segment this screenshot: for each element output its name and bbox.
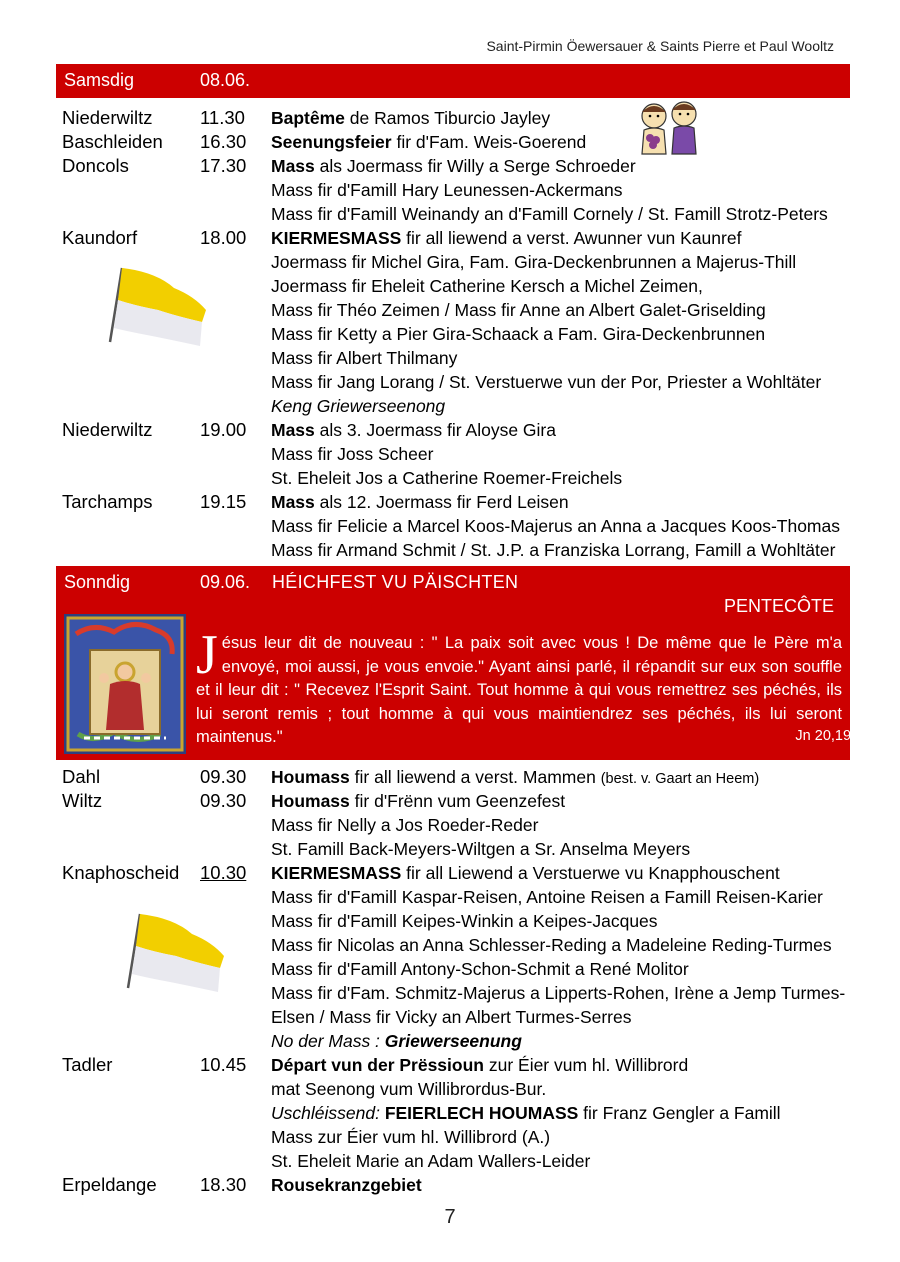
- mass-description: [271, 765, 759, 791]
- intention-text: Mass zur Éier vum hl. Willibrord (A.): [271, 1127, 551, 1147]
- place-name: Wiltz: [62, 790, 103, 811]
- schedule-row: [56, 538, 850, 562]
- service-type: Mass: [271, 492, 315, 512]
- mass-description: [271, 226, 741, 250]
- intention-text: fir d'Frënn vum Geenzefest: [349, 791, 566, 811]
- schedule-row: [56, 1005, 850, 1029]
- intention-text: Elsen / Mass fir Vicky an Albert Turmes-Serres: [271, 1007, 632, 1027]
- feast-subtitle: PENTECÔTE: [723, 596, 834, 616]
- intention-text: fir d'Fam. Weis-Goerend: [391, 132, 587, 152]
- intention-text: Mass fir d'Famill Hary Leunessen-Ackermans: [271, 180, 623, 200]
- schedule-row: [56, 442, 850, 466]
- mass-description: [271, 957, 689, 981]
- schedule-row: [56, 514, 850, 538]
- mass-description: [271, 1101, 781, 1125]
- mass-description: [271, 442, 433, 466]
- schedule-row: [56, 1101, 850, 1125]
- mass-description: [271, 1029, 522, 1053]
- service-type: Seenungsfeier: [271, 132, 392, 152]
- intention-text: St. Eheleit Jos a Catherine Roemer-Freichels: [271, 468, 623, 488]
- mass-description: [271, 466, 622, 490]
- mass-description: [271, 1077, 546, 1101]
- schedule-row: [56, 178, 850, 202]
- mass-time: 18.30: [200, 1174, 247, 1195]
- place-name: Knaphoscheid: [62, 862, 180, 883]
- mass-description: [271, 885, 823, 909]
- saturday-date: 08.06.: [200, 70, 251, 90]
- mass-description: [271, 130, 586, 154]
- mass-time: 10.30: [200, 862, 247, 883]
- quote-dropcap: J: [196, 624, 218, 686]
- mass-time: 11.30: [200, 107, 245, 128]
- mass-description: [271, 1053, 688, 1077]
- intention-text: fir all Liewend a Verstuerwe vu Knapphouschent: [401, 863, 780, 883]
- schedule-row: [56, 226, 850, 250]
- intention-text: Mass fir d'Famill Kaspar-Reisen, Antoine Reisen a Famill Reisen-Karier: [271, 887, 823, 907]
- sunday-day: Sonndig: [64, 572, 131, 592]
- place-name: Baschleiden: [62, 131, 163, 152]
- mass-description: [271, 418, 556, 442]
- intention-text: Mass fir Nicolas an Anna Schlesser-Reding a Madeleine Reding-Turmes: [271, 935, 832, 955]
- place-name: Tarchamps: [62, 491, 153, 512]
- quote-reference: Jn 20,19-23: [795, 728, 872, 744]
- schedule-row: [56, 1173, 850, 1197]
- mass-time: 09.30: [200, 790, 247, 811]
- service-type: Mass: [271, 420, 315, 440]
- note-emphasis: Griewerseenung: [384, 1031, 522, 1051]
- schedule-row: [56, 466, 850, 490]
- place-name: Tadler: [62, 1054, 113, 1075]
- schedule-row: [56, 202, 850, 226]
- donor-note: (best. v. Gaart an Heem): [600, 771, 760, 787]
- service-type: Rousekranzgebiet: [271, 1175, 422, 1195]
- note-label: No der Mass :: [271, 1031, 385, 1051]
- intention-text: fir all liewend a verst. Awunner vun Kaunref: [401, 228, 742, 248]
- intention-text: Mass fir d'Famill Weinandy an d'Famill Cornely / St. Famill Strotz-Peters: [271, 204, 828, 224]
- mass-description: [271, 514, 840, 538]
- sunday-date: 09.06.: [200, 572, 251, 592]
- service-type: KIERMESMASS: [271, 863, 402, 883]
- intention-text: zur Éier vum hl. Willibrord: [483, 1055, 689, 1075]
- mass-time: 09.30: [200, 766, 247, 787]
- intention-text: Joermass fir Eheleit Catherine Kersch a Michel Zeimen,: [271, 276, 703, 296]
- note-label: Uschléissend:: [271, 1103, 385, 1123]
- place-name: Niederwiltz: [62, 107, 153, 128]
- page-header: Saint-Pirmin Öewersauer & Saints Pierre et Paul Wooltz: [486, 38, 834, 54]
- illuminated-initial-image: [64, 614, 186, 754]
- mass-time: 19.15: [200, 491, 247, 512]
- schedule-row: [56, 837, 850, 861]
- service-type: KIERMESMASS: [271, 228, 402, 248]
- schedule-row: [56, 346, 850, 370]
- mass-description: [271, 154, 636, 178]
- service-type: Baptême: [271, 108, 345, 128]
- service-type: Mass: [271, 156, 315, 176]
- intention-text: Mass fir d'Famill Antony-Schon-Schmit a René Molitor: [271, 959, 689, 979]
- mass-description: [271, 909, 658, 933]
- schedule-row: [56, 1125, 850, 1149]
- mass-description: [271, 106, 550, 130]
- schedule-row: [56, 1029, 850, 1053]
- mass-description: [271, 250, 796, 274]
- place-name: Doncols: [62, 155, 129, 176]
- schedule-row: [56, 370, 850, 394]
- intention-text: fir Franz Gengler a Famill: [578, 1103, 781, 1123]
- schedule-row: [56, 490, 850, 514]
- schedule-row: [56, 418, 850, 442]
- intention-text: Mass fir Albert Thilmany: [271, 348, 458, 368]
- intention-text: Mass fir Théo Zeimen / Mass fir Anne an Albert Galet-Griselding: [271, 300, 766, 320]
- schedule-row: [56, 1053, 850, 1077]
- intention-text: Mass fir d'Fam. Schmitz-Majerus a Lipperts-Rohen, Irène a Jemp Turmes-: [271, 983, 846, 1003]
- mass-description: [271, 490, 569, 514]
- place-name: Erpeldange: [62, 1174, 157, 1195]
- page-number: 7: [444, 1206, 456, 1228]
- intention-text: als 12. Joermass fir Ferd Leisen: [314, 492, 569, 512]
- quote-text: ésus leur dit de nouveau : " La paix soit avec vous ! De même que le Père m'a envoyé, moi aussi, je vous envoie." Ayant ainsi parlé, il répandit sur eux son souffle et il leur dit : " Recevez l'Esprit Saint. Tout homme à qui vous remettrez ses péchés, ils lui seront remis ; tout homme à qui vous maintiendrez ses péchés, ils lui seront maintenus.": [196, 634, 842, 746]
- intention-text: St. Eheleit Marie an Adam Wallers-Leider: [271, 1151, 591, 1171]
- intention-text: de Ramos Tiburcio Jayley: [344, 108, 551, 128]
- mass-description: [271, 202, 828, 226]
- intention-text: Joermass fir Michel Gira, Fam. Gira-Deckenbrunnen a Majerus-Thill: [271, 252, 797, 272]
- schedule-row: [56, 106, 850, 130]
- mass-description: [271, 1149, 590, 1173]
- mass-description: [271, 322, 765, 346]
- mass-time: 18.00: [200, 227, 247, 248]
- mass-description: [271, 861, 780, 885]
- service-type: Houmass: [271, 767, 350, 787]
- mass-description: [271, 1005, 632, 1029]
- schedule-row: [56, 885, 850, 909]
- intention-text: mat Seenong vum Willibrordus-Bur.: [271, 1079, 547, 1099]
- intention-text: Mass fir Felicie a Marcel Koos-Majerus an Anna a Jacques Koos-Thomas: [271, 516, 840, 536]
- mass-time: 16.30: [200, 131, 247, 152]
- mass-description: [271, 1173, 422, 1197]
- mass-description: [271, 789, 565, 813]
- gospel-quote: [196, 624, 842, 750]
- schedule-row: [56, 1149, 850, 1173]
- note-label: Keng Griewerseenong: [271, 396, 446, 416]
- papal-flag-icon: [106, 262, 210, 348]
- intention-text: Mass fir Ketty a Pier Gira-Schaack a Fam. Gira-Deckenbrunnen: [271, 324, 766, 344]
- schedule-row: [56, 154, 850, 178]
- mass-description: [271, 538, 835, 562]
- place-name: Kaundorf: [62, 227, 138, 248]
- service-type: FEIERLECH HOUMASS: [384, 1103, 579, 1123]
- intention-text: Mass fir d'Famill Keipes-Winkin a Keipes-Jacques: [271, 911, 658, 931]
- schedule-row: [56, 765, 850, 789]
- saturday-day: Samsdig: [64, 70, 135, 90]
- saturday-band: [56, 64, 850, 98]
- intention-text: Mass fir Jang Lorang / St. Verstuerwe vun der Por, Priester a Wohltäter: [271, 372, 822, 392]
- service-type: Houmass: [271, 791, 350, 811]
- schedule-row: [56, 394, 850, 418]
- intention-text: St. Famill Back-Meyers-Wiltgen a Sr. Anselma Meyers: [271, 839, 691, 859]
- mass-description: [271, 837, 690, 861]
- intention-text: als 3. Joermass fir Aloyse Gira: [314, 420, 556, 440]
- mass-description: [271, 298, 766, 322]
- mass-description: [271, 933, 832, 957]
- feast-title: HÉICHFEST VU PÄISCHTEN: [272, 572, 519, 592]
- mass-time: 17.30: [200, 155, 247, 176]
- mass-description: [271, 981, 845, 1005]
- schedule-row: [56, 813, 850, 837]
- schedule-row: [56, 1077, 850, 1101]
- mass-description: [271, 394, 445, 418]
- papal-flag-icon: [124, 908, 228, 994]
- mass-description: [271, 346, 457, 370]
- mass-description: [271, 813, 538, 837]
- schedule-row: [56, 789, 850, 813]
- intention-text: Mass fir Nelly a Jos Roeder-Reder: [271, 815, 539, 835]
- mass-description: [271, 178, 623, 202]
- mass-time: 19.00: [200, 419, 247, 440]
- place-name: Dahl: [62, 766, 101, 787]
- service-type: Départ vun der Prëssioun: [271, 1055, 484, 1075]
- place-name: Niederwiltz: [62, 419, 153, 440]
- intention-text: Mass fir Armand Schmit / St. J.P. a Franziska Lorrang, Famill a Wohltäter: [271, 540, 836, 560]
- mass-description: [271, 274, 703, 298]
- mass-description: [271, 370, 821, 394]
- mass-description: [271, 1125, 550, 1149]
- schedule-row: [56, 130, 850, 154]
- intention-text: fir all liewend a verst. Mammen: [349, 767, 601, 787]
- mass-time: 10.45: [200, 1054, 247, 1075]
- schedule-row: [56, 861, 850, 885]
- intention-text: als Joermass fir Willy a Serge Schroeder: [314, 156, 636, 176]
- children-illustration-icon: [634, 100, 704, 156]
- intention-text: Mass fir Joss Scheer: [271, 444, 434, 464]
